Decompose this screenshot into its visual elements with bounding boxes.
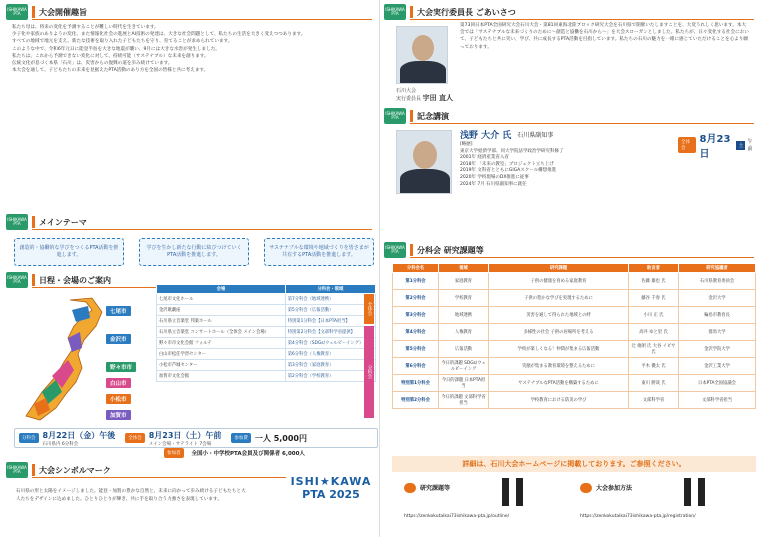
detail-notice: 詳細は、石川大会ホームページに掲載しております。ご参照ください。 [392, 456, 756, 472]
table-header: 領域 [439, 264, 489, 273]
table-row [157, 338, 376, 349]
session-cell: 第6分科会（人権教育） [285, 349, 375, 360]
session-cell: 第5分科会（広報活動） [285, 305, 375, 316]
session-cell: 第3分科会（家庭教育） [285, 360, 375, 371]
date-badge: 全体会 [678, 137, 696, 153]
cell: 輪島市教育長 [679, 307, 756, 324]
table-row [157, 349, 376, 360]
venue-cell: 加賀市文化会館 [157, 371, 286, 382]
side-label: 全体会 [364, 294, 374, 324]
outline-link[interactable] [404, 482, 450, 493]
purpose-paragraph: 私たちは、これから予測できない変化に対して、持続可能（サステナブル）な未来を創ります。 [12, 53, 209, 59]
cell: 学校教育における防災の学び [489, 392, 629, 409]
ishikawa-pta-logo-icon: ISHIKAWA PTA [6, 214, 28, 230]
table-row [393, 273, 756, 290]
cell: 第6分科会 [393, 358, 439, 375]
cell: 第2分科会 [393, 290, 439, 307]
date-subtext: メイン会場・サテライト 7会場 [148, 441, 212, 447]
table-row [157, 327, 376, 338]
date-line [14, 428, 378, 448]
cell: 金沢工業大学 [679, 358, 756, 375]
cell: 辻 俊朗 氏 大谷 イビサ 氏 [629, 341, 679, 358]
purpose-paragraph: このような中で、令和6年元日に能登半島を大きな地震が襲い、9月には大きな水害が発生しました。 [12, 46, 220, 52]
theme-item: 創造的・協働的な学びをつくるPTA活動を推進します。 [14, 238, 124, 266]
table-row [157, 294, 376, 305]
table-header: 研究協議者 [679, 264, 756, 273]
venue-cell: 小松市芦城センター [157, 360, 286, 371]
table-row [393, 324, 756, 341]
cell: 文部科学省担当 [679, 392, 756, 409]
theme-list [14, 238, 374, 266]
cell: 日本PTA全国協議会 [679, 375, 756, 392]
cell: 高井 ゆと里 氏 [629, 324, 679, 341]
chair-caption [396, 88, 456, 103]
date-badge: 全体会 [125, 433, 145, 443]
venue-cell: 石川県立音楽堂 邦楽ホール [157, 316, 286, 327]
greeting-text: 第73回日本PTA全国研究大会石川大会・第81回東海北陸ブロック研究大会を石川県で開催いたしますことを、大変うれしく思います。本大会では「サステナブルな未来づくりのために～創造と協働を石川から～」を大会スローガンとしました。私たちが、日々変化する社会において、子どもたちと共に笑い、学び、共に成長するPTA活動を目指しています。私たちの石川の魅力を一緒に感じていただけることを心より願っております。 [460, 23, 749, 50]
fee-text: 一人 5,000円 [254, 433, 307, 443]
day-badge: 土 [738, 142, 744, 149]
section-header-lecture [384, 108, 754, 124]
theme-item: 学びを生かし新たな行動に結びつけていくPTA活動を推進します。 [139, 238, 249, 266]
table-header: 会場 [157, 285, 286, 294]
section-title: 分科会 研究課題等 [410, 244, 484, 256]
left-page [6, 0, 378, 537]
city-label: 白山市 [106, 378, 131, 388]
cell: 今日的課題 文部科学省担当 [439, 392, 489, 409]
cell: 笑顔が集まる教育環境を整えるために [489, 358, 629, 375]
date-text: 8月23日 [699, 134, 731, 160]
participant-line [160, 448, 305, 458]
venue-cell: 石川県立音楽堂 コンサートホール（全体会 メイン会場） [157, 327, 286, 338]
purpose-paragraph: すべての地域で地元を支え、新たな技術を取り入れた子どもたちを守り、育てることが求められています。 [12, 39, 233, 45]
table-row [393, 307, 756, 324]
table-header: 分科会・領域 [285, 285, 375, 294]
participant-text: 全国小・中学校PTA会員及び関係者 6,000人 [191, 451, 305, 457]
city-label: 加賀市 [106, 410, 131, 420]
page-fold [379, 0, 380, 537]
section-title: 日程・会場のご案内 [32, 274, 111, 286]
cell: 特別第2分科会 [393, 392, 439, 409]
session-cell: 第4分科会（SDGs/ウェルビーイング） [285, 338, 375, 349]
cell: 金沢学院大学 [679, 341, 756, 358]
table-row [393, 358, 756, 375]
registration-url[interactable]: https://zenkokutaikai73ishikawa-pta.jp/registration/ [580, 514, 696, 519]
cell: 子供の豊かな学びを実現するために [489, 290, 629, 307]
cell: 東川 勝哉 氏 [629, 375, 679, 392]
section-header-greeting [384, 4, 754, 20]
table-row [393, 341, 756, 358]
symbol-line: PTA 2025 [302, 488, 360, 501]
cell: 今日的課題 日本PTA担当 [439, 375, 489, 392]
table-header: 助言者 [629, 264, 679, 273]
purpose-text [12, 24, 372, 216]
bio-line: 2020年 学校現場のDX推進に従事 [460, 174, 529, 180]
bio-line: [略歴] [460, 142, 473, 147]
speaker-name: 浅野 大介 氏 [460, 131, 512, 141]
cell: 学校教育 [439, 290, 489, 307]
cell: 今日的課題 SDGs/ウェルビーイング [439, 358, 489, 375]
ishikawa-pta-logo-icon: ISHIKAWA PTA [6, 462, 28, 478]
purpose-paragraph: 少子化や家族のありようの変化、また情報化社会の進展とAI技術の発達は、大きな社会問題として、私たちの生活を大きく変えつつあります。 [12, 32, 306, 38]
section-title: 大会実行委員長 ごあいさつ [410, 6, 516, 18]
cell: 平木 優太 氏 [629, 358, 679, 375]
date-badge: 分科会 [19, 433, 39, 443]
cell: 第4分科会 [393, 324, 439, 341]
cell: サステナブルなPTA活動を構築するために [489, 375, 629, 392]
venue-cell: 野々市市文化会館 フォルテ [157, 338, 286, 349]
bio-line: 2018年 「未来の教室」プロジェクト立ち上げ [460, 161, 554, 167]
chair-name: 宇田 直人 [422, 94, 454, 103]
cell: 石川県教育委員会 [679, 273, 756, 290]
section-header-purpose [6, 4, 372, 20]
session-cell: 特別第1分科会【日本PTA担当】 [285, 316, 375, 327]
speaker-bio [460, 142, 660, 188]
cell: 第1分科会 [393, 273, 439, 290]
qr-code-icon[interactable] [502, 478, 530, 506]
section-title: メインテーマ [32, 216, 87, 228]
cell: 藤谷 千春 氏 [629, 290, 679, 307]
table-header: 研究課題 [489, 264, 629, 273]
cell: 群馬大学 [679, 324, 756, 341]
date-text: 8月23日（土）午前 [148, 430, 222, 440]
chair-role: 実行委員長 [396, 96, 422, 103]
table-header: 分科会名 [393, 264, 439, 273]
chair-label: 石川大会 [396, 88, 417, 94]
purpose-paragraph: 伝統文化が息づく本県「石川」は、災害からの復興の道を歩み続けています。 [12, 61, 173, 67]
section-header-sessions [384, 242, 754, 258]
session-cell: 第7分科会（地域連携） [285, 294, 375, 305]
purpose-paragraph: 私たち母は、将来の変化を予測することが難しい時代を生きています。 [12, 25, 159, 30]
speaker-photo [396, 130, 452, 194]
city-label: 七尾市 [106, 306, 131, 316]
registration-link[interactable] [580, 482, 632, 493]
ishikawa-pta-logo-icon: ISHIKAWA PTA [384, 108, 406, 124]
side-label: 分科会 [364, 326, 374, 418]
cell: 文部科学省 [629, 392, 679, 409]
ishikawa-pta-logo-icon: ISHIKAWA PTA [384, 242, 406, 258]
city-label: 金沢市 [106, 334, 131, 344]
speaker-affiliation: 石川県副知事 [517, 132, 554, 139]
bio-line: 2024年 7月 石川県副知事に就任 [460, 181, 527, 187]
speaker-line [460, 128, 553, 141]
venue-cell: 七尾市文化ホール [157, 294, 286, 305]
date-text: 8月22日（金）午後 [42, 430, 116, 440]
cell: 災害を通して得られた地域との絆 [489, 307, 629, 324]
section-title: 大会開催趣旨 [32, 6, 87, 18]
session-cell: 特別第2分科会【文部科学省提供】 [285, 327, 375, 338]
ishikawa-pta-logo-icon: ISHIKAWA PTA [6, 272, 28, 288]
section-title: 大会シンボルマーク [32, 464, 111, 476]
table-row [393, 375, 756, 392]
qr-code-icon[interactable] [684, 478, 712, 506]
section-header-symbol [6, 462, 286, 478]
chairperson-photo [396, 26, 448, 84]
cell: 広報活動 [439, 341, 489, 358]
arrow-icon [404, 483, 416, 493]
outline-url[interactable]: https://zenkokutaikai73ishikawa-pta.jp/outline/ [404, 514, 510, 519]
city-label: 小松市 [106, 394, 131, 404]
table-row [157, 305, 376, 316]
cell: 地域連携 [439, 307, 489, 324]
table-row [157, 360, 376, 371]
section-header-theme [6, 214, 372, 230]
venue-cell: 白山市松任学習センター [157, 349, 286, 360]
table-row [157, 316, 376, 327]
right-page [384, 0, 756, 537]
venue-cell: 金沢歌劇座 [157, 305, 286, 316]
purpose-paragraph: 本大会を通して、子どもたちの未来を見据えたPTA活動のあり方を全国の皆様と共に考えます。 [12, 68, 209, 74]
theme-item: サステナブルな環境や地域づくりを皆さまが共有するPTA活動を推進します。 [264, 238, 374, 266]
arrow-icon [580, 483, 592, 493]
symbol-mark-logo [290, 475, 372, 525]
fee-badge: 参加費 [231, 433, 251, 443]
link-label: 大会参加方法 [596, 485, 633, 492]
schedule-table [156, 284, 376, 382]
session-cell: 第2分科会（学校教育） [285, 371, 375, 382]
cell: 家庭教育 [439, 273, 489, 290]
lecture-date [674, 130, 756, 160]
city-label: 野々市市 [106, 362, 136, 372]
symbol-text: 石川県の形と太陽をイメージしました。能登・加賀の豊かな自然と、未来に向かって歩み続ける子どもたちと大人たちをデザインに込めました。ひとりひとりが輝き、共に手を取り合う力強さを表現しています。 [16, 489, 246, 502]
ishikawa-pta-logo-icon: ISHIKAWA PTA [384, 4, 406, 20]
session-table [392, 263, 756, 409]
cell: 人権教育 [439, 324, 489, 341]
cell: 学校が楽しくなる！仲間が集まる広報活動 [489, 341, 629, 358]
cell: 多様性の社会 子供の居場所を考える [489, 324, 629, 341]
cell: 小川 正 氏 [629, 307, 679, 324]
cell: 特別第1分科会 [393, 375, 439, 392]
time-text: 午前 [747, 139, 753, 152]
cell: 第5分科会 [393, 341, 439, 358]
participant-badge: 参加者 [164, 448, 184, 458]
bio-line: 東京大学経済学部、同大学院法学政治学研究科修了 [460, 148, 564, 154]
date-subtext: 石川県内 6分科会 [42, 441, 79, 447]
section-title: 記念講演 [410, 110, 449, 122]
table-row [393, 392, 756, 409]
table-row [157, 371, 376, 382]
cell: 佐藤 雄也 氏 [629, 273, 679, 290]
bio-line: 2019年 文科省とともにGIGAスクール構想推進 [460, 168, 557, 174]
table-row [393, 290, 756, 307]
bio-line: 2001年 経済産業省入省 [460, 155, 509, 161]
ishikawa-pta-logo-icon: ISHIKAWA PTA [6, 4, 28, 20]
symbol-line: ISHI★KAWA [290, 475, 372, 488]
cell: 第3分科会 [393, 307, 439, 324]
cell: 金沢大学 [679, 290, 756, 307]
cell: 子供の健康を育める家庭教育 [489, 273, 629, 290]
link-label: 研究課題等 [420, 485, 451, 492]
